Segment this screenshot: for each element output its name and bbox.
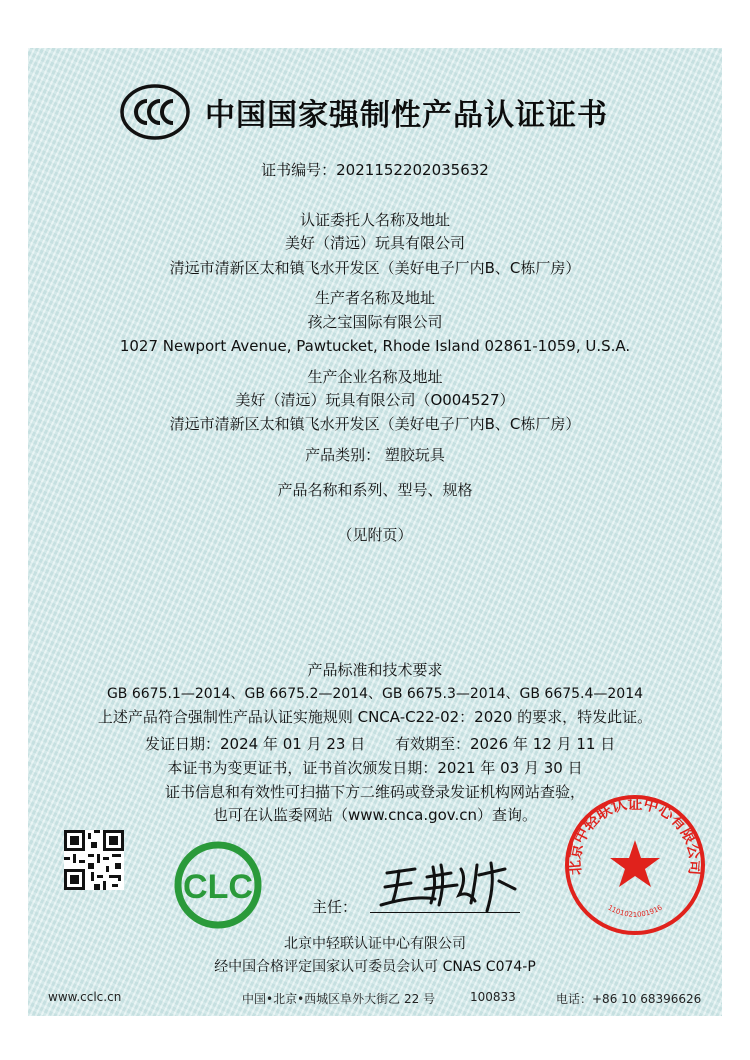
product-category: 产品类别： 塑胶玩具	[305, 446, 445, 464]
applicant-address: 清远市清新区太和镇飞水开发区（美好电子厂内B、C栋厂房）	[169, 259, 581, 277]
seal-number: 1101021001916	[606, 903, 664, 919]
director-label: 主任：	[312, 898, 358, 916]
applicant-heading: 认证委托人名称及地址	[299, 211, 450, 229]
certificate-number: 证书编号：2021152202035632	[261, 161, 489, 179]
manufacturer-heading: 生产者名称及地址	[314, 289, 435, 307]
standards-list: GB 6675.1—2014、GB 6675.2—2014、GB 6675.3—2014、GB 6675.4—2014	[106, 686, 644, 702]
standards-heading: 产品标准和技术要求	[307, 661, 443, 679]
verification-line-2: 也可在认监委网站（www.cnca.gov.cn）查询。	[212, 806, 538, 824]
manufacturer-address: 1027 Newport Avenue, Pawtucket, Rhode Island 02861-1059, U.S.A.	[119, 337, 631, 355]
valid-until: 有效期至：2026 年 12 月 11 日	[395, 735, 616, 753]
seal-star-icon	[610, 840, 660, 887]
applicant-name: 美好（清远）玩具有限公司	[284, 234, 465, 252]
clc-logo	[168, 840, 268, 930]
ccc-logo	[120, 84, 190, 140]
change-note: 本证书为变更证书，证书首次颁发日期：2021 年 03 月 30 日	[167, 759, 583, 777]
issue-date: 发证日期：2024 年 01 月 23 日	[145, 735, 366, 753]
clc-logo-text: CLC	[183, 868, 253, 906]
director-signature	[375, 855, 525, 915]
qr-code[interactable]	[64, 830, 124, 890]
signature-line	[370, 912, 520, 913]
factory-address: 清远市清新区太和镇飞水开发区（美好电子厂内B、C栋厂房）	[169, 415, 581, 433]
manufacturer-name: 孩之宝国际有限公司	[307, 313, 443, 331]
product-models-heading: 产品名称和系列、型号、规格	[277, 481, 473, 499]
footer-address: 中国•北京•西城区阜外大街乙 22 号	[242, 992, 436, 1006]
issuer-name: 北京中轻联认证中心有限公司	[284, 936, 466, 952]
certificate-title: 中国国家强制性产品认证证书	[205, 98, 608, 133]
accreditation-line: 经中国合格评定国家认可委员会认可 CNAS C074-P	[214, 959, 536, 975]
footer-postcode: 100833	[470, 990, 516, 1004]
compliance-statement: 上述产品符合强制性产品认证实施规则 CNCA-C22-02：2020 的要求，特发此证。	[97, 708, 653, 726]
seal-text: 北京中轻联认证中心有限公司	[565, 794, 705, 876]
see-attachment: （见附页）	[337, 526, 413, 544]
factory-name: 美好（清远）玩具有限公司（O004527）	[235, 391, 515, 409]
factory-heading: 生产企业名称及地址	[307, 368, 443, 386]
verification-line-1: 证书信息和有效性可扫描下方二维码或登录发证机构网站查验，	[164, 783, 585, 801]
footer-website[interactable]: www.cclc.cn	[48, 990, 122, 1004]
issuer-seal	[560, 790, 710, 940]
footer-phone: 电话：+86 10 68396626	[556, 992, 702, 1006]
